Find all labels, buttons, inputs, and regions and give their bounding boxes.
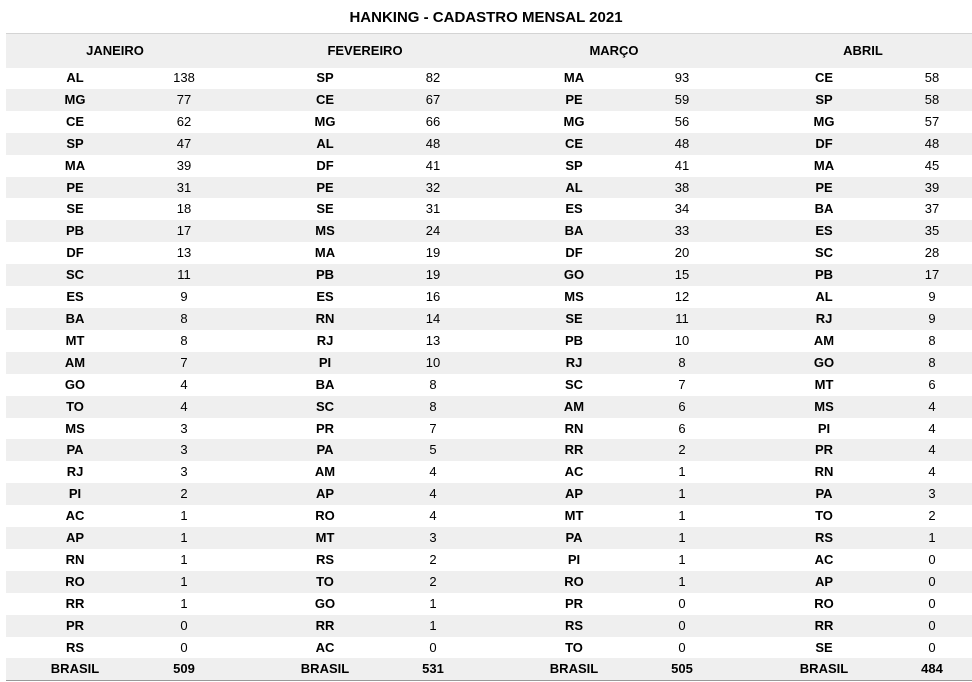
registration-count: 14: [425, 310, 441, 326]
registration-count: 31: [176, 179, 192, 195]
state-code: MA: [314, 245, 336, 261]
state-code: PE: [316, 179, 334, 195]
state-code: MS: [65, 420, 85, 436]
registration-count: 2: [180, 486, 188, 502]
state-code: RR: [315, 617, 335, 633]
table-row: [6, 198, 972, 220]
registration-count: 7: [429, 420, 437, 436]
state-code: RN: [315, 310, 335, 326]
state-code: TO: [316, 573, 334, 589]
registration-count: 15: [674, 267, 690, 283]
registration-count: 20: [674, 245, 690, 261]
registration-count: 0: [928, 617, 936, 633]
state-code: PR: [65, 617, 85, 633]
state-code: PA: [316, 442, 334, 458]
registration-count: 6: [678, 398, 686, 414]
table-row: [6, 374, 972, 396]
state-code: AC: [65, 508, 85, 524]
state-code: RO: [65, 573, 85, 589]
state-code: PR: [814, 442, 834, 458]
total-value: 531: [422, 661, 444, 677]
state-code: RO: [814, 595, 834, 611]
registration-count: 56: [674, 113, 690, 129]
registration-count: 138: [173, 70, 195, 85]
registration-count: 62: [176, 113, 192, 129]
state-code: PB: [814, 267, 834, 283]
registration-count: 18: [176, 201, 192, 217]
state-code: RJ: [316, 332, 334, 348]
state-code: SC: [65, 267, 85, 283]
registration-count: 1: [678, 464, 686, 480]
state-code: BA: [65, 310, 85, 326]
state-code: AM: [314, 464, 336, 480]
table-row: [6, 133, 972, 155]
table-row: [6, 89, 972, 111]
registration-count: 1: [180, 508, 188, 524]
state-code: SP: [815, 91, 833, 107]
table-row: [6, 418, 972, 440]
registration-count: 1: [678, 508, 686, 524]
registration-count: 32: [425, 179, 441, 195]
state-code: GO: [64, 376, 86, 392]
state-code: PE: [66, 179, 84, 195]
table-row: [6, 155, 972, 177]
table-row: [6, 549, 972, 571]
state-code: AP: [564, 486, 584, 502]
registration-count: 0: [678, 617, 686, 633]
state-code: MT: [315, 530, 335, 546]
state-code: PA: [565, 530, 583, 546]
state-code: PI: [567, 551, 581, 567]
registration-count: 11: [675, 310, 689, 326]
state-code: PA: [815, 486, 833, 502]
state-code: SP: [316, 70, 334, 85]
state-code: MA: [813, 157, 835, 173]
registration-count: 0: [678, 639, 686, 655]
registration-count: 93: [674, 70, 690, 85]
registration-count: 3: [180, 420, 188, 436]
state-code: AL: [565, 179, 583, 195]
month-header-row: [6, 33, 972, 68]
state-code: RS: [814, 530, 834, 546]
total-label: BRASIL: [300, 661, 350, 677]
state-code: PI: [817, 420, 831, 436]
state-code: MT: [814, 376, 834, 392]
registration-count: 35: [924, 223, 940, 239]
state-code: PB: [315, 267, 335, 283]
registration-count: 48: [924, 135, 940, 151]
registration-count: 33: [674, 223, 690, 239]
registration-count: 8: [928, 332, 936, 348]
registration-count: 0: [678, 595, 686, 611]
registration-count: 4: [429, 486, 437, 502]
state-code: AC: [315, 639, 335, 655]
registration-count: 48: [674, 135, 690, 151]
table-row: [6, 396, 972, 418]
registration-count: 1: [678, 573, 686, 589]
registration-count: 10: [425, 354, 441, 370]
total-value: 484: [921, 661, 943, 677]
registration-count: 0: [928, 595, 936, 611]
registration-count: 8: [180, 332, 188, 348]
registration-count: 47: [176, 135, 192, 151]
state-code: ES: [316, 289, 334, 305]
state-code: AL: [66, 70, 84, 85]
state-code: DF: [565, 245, 583, 261]
state-code: SP: [66, 135, 84, 151]
table-row: [6, 615, 972, 637]
state-code: BA: [315, 376, 335, 392]
month-header-fevereiro: FEVEREIRO: [327, 43, 403, 58]
registration-count: 41: [674, 157, 690, 173]
state-code: MG: [563, 113, 585, 129]
registration-count: 0: [180, 639, 188, 655]
state-code: RR: [65, 595, 85, 611]
registration-count: 4: [928, 442, 936, 458]
registration-count: 5: [429, 442, 437, 458]
state-code: PA: [66, 442, 84, 458]
state-code: PI: [68, 486, 82, 502]
state-code: RR: [814, 617, 834, 633]
state-code: CE: [814, 70, 834, 85]
table-row: [6, 505, 972, 527]
registration-count: 38: [674, 179, 690, 195]
registration-count: 3: [429, 530, 437, 546]
state-code: RO: [315, 508, 335, 524]
month-header-marco: MARÇO: [589, 43, 639, 58]
registration-count: 41: [425, 157, 441, 173]
registration-count: 8: [678, 354, 686, 370]
registration-count: 4: [928, 420, 936, 436]
ranking-table-body: [6, 67, 972, 681]
registration-count: 1: [180, 530, 188, 546]
state-code: RS: [65, 639, 85, 655]
state-code: BA: [814, 201, 834, 217]
state-code: AM: [64, 354, 86, 370]
registration-count: 17: [924, 267, 940, 283]
registration-count: 4: [928, 398, 936, 414]
state-code: AC: [564, 464, 584, 480]
state-code: SE: [565, 310, 583, 326]
state-code: MA: [563, 70, 585, 85]
state-code: PE: [565, 91, 583, 107]
state-code: MG: [314, 113, 336, 129]
state-code: PB: [65, 223, 85, 239]
registration-count: 17: [176, 223, 192, 239]
registration-count: 4: [429, 508, 437, 524]
registration-count: 9: [928, 289, 936, 305]
table-row: [6, 286, 972, 308]
state-code: CE: [65, 113, 85, 129]
table-row: [6, 330, 972, 352]
registration-count: 4: [928, 464, 936, 480]
state-code: AL: [316, 135, 334, 151]
table-row: [6, 177, 972, 199]
table-row: [6, 571, 972, 593]
state-code: SE: [815, 639, 833, 655]
registration-count: 12: [674, 289, 690, 305]
total-label: BRASIL: [50, 661, 100, 677]
registration-count: 1: [928, 530, 936, 546]
total-row: [6, 658, 972, 681]
registration-count: 9: [928, 310, 936, 326]
registration-count: 0: [928, 573, 936, 589]
registration-count: 8: [928, 354, 936, 370]
registration-count: 24: [425, 223, 441, 239]
state-code: MS: [564, 289, 584, 305]
state-code: GO: [813, 354, 835, 370]
registration-count: 28: [924, 245, 940, 261]
state-code: AP: [65, 530, 85, 546]
state-code: ES: [815, 223, 833, 239]
registration-count: 48: [425, 135, 441, 151]
table-row: [6, 527, 972, 549]
state-code: MG: [64, 91, 86, 107]
state-code: TO: [815, 508, 833, 524]
state-code: SP: [565, 157, 583, 173]
state-code: AP: [315, 486, 335, 502]
state-code: RS: [315, 551, 335, 567]
registration-count: 13: [425, 332, 441, 348]
table-row: [6, 242, 972, 264]
state-code: MT: [65, 332, 85, 348]
state-code: RN: [65, 551, 85, 567]
month-header-janeiro: JANEIRO: [86, 43, 144, 58]
registration-count: 34: [674, 201, 690, 217]
state-code: MS: [814, 398, 834, 414]
registration-count: 6: [928, 376, 936, 392]
table-row: [6, 264, 972, 286]
registration-count: 3: [180, 442, 188, 458]
registration-count: 10: [674, 332, 690, 348]
registration-count: 58: [924, 91, 940, 107]
registration-count: 19: [425, 267, 441, 283]
registration-count: 67: [425, 91, 441, 107]
registration-count: 3: [928, 486, 936, 502]
state-code: RJ: [815, 310, 833, 326]
table-row: [6, 111, 972, 133]
registration-count: 58: [924, 70, 940, 85]
state-code: MG: [813, 113, 835, 129]
registration-count: 3: [180, 464, 188, 480]
total-value: 505: [671, 661, 693, 677]
registration-count: 4: [180, 398, 188, 414]
registration-count: 37: [924, 201, 940, 217]
state-code: AM: [813, 332, 835, 348]
state-code: PB: [564, 332, 584, 348]
registration-count: 0: [928, 639, 936, 655]
registration-count: 2: [928, 508, 936, 524]
state-code: SE: [66, 201, 84, 217]
total-label: BRASIL: [799, 661, 849, 677]
state-code: TO: [66, 398, 84, 414]
state-code: SC: [315, 398, 335, 414]
state-code: DF: [316, 157, 334, 173]
registration-count: 2: [429, 551, 437, 567]
state-code: PE: [815, 179, 833, 195]
state-code: SE: [316, 201, 334, 217]
registration-count: 66: [425, 113, 441, 129]
registration-count: 9: [180, 289, 188, 305]
state-code: DF: [66, 245, 84, 261]
month-header-abril: ABRIL: [843, 43, 883, 58]
state-code: MS: [315, 223, 335, 239]
table-row: [6, 637, 972, 659]
registration-count: 77: [176, 91, 192, 107]
state-code: GO: [563, 267, 585, 283]
table-row: [6, 67, 972, 89]
state-code: MA: [64, 157, 86, 173]
registration-count: 1: [429, 617, 437, 633]
page-title: HANKING - CADASTRO MENSAL 2021: [349, 9, 623, 26]
state-code: DF: [815, 135, 833, 151]
registration-count: 39: [176, 157, 192, 173]
registration-count: 1: [678, 486, 686, 502]
registration-count: 16: [425, 289, 441, 305]
state-code: CE: [564, 135, 584, 151]
registration-count: 8: [429, 398, 437, 414]
state-code: BA: [564, 223, 584, 239]
registration-count: 7: [180, 354, 188, 370]
registration-count: 1: [678, 530, 686, 546]
registration-count: 1: [180, 551, 188, 567]
state-code: PR: [315, 420, 335, 436]
registration-count: 39: [924, 179, 940, 195]
table-row: [6, 439, 972, 461]
registration-count: 45: [924, 157, 940, 173]
state-code: RJ: [66, 464, 84, 480]
registration-count: 7: [678, 376, 686, 392]
registration-count: 1: [180, 595, 188, 611]
state-code: AL: [815, 289, 833, 305]
table-row: [6, 220, 972, 242]
registration-count: 4: [429, 464, 437, 480]
table-row: [6, 352, 972, 374]
registration-count: 4: [180, 376, 188, 392]
state-code: SC: [814, 245, 834, 261]
state-code: RS: [564, 617, 584, 633]
registration-count: 0: [180, 617, 188, 633]
registration-count: 11: [177, 267, 191, 283]
state-code: PI: [318, 354, 332, 370]
state-code: RJ: [565, 354, 583, 370]
registration-count: 1: [180, 573, 188, 589]
registration-count: 1: [678, 551, 686, 567]
registration-count: 2: [678, 442, 686, 458]
state-code: ES: [565, 201, 583, 217]
total-value: 509: [173, 661, 195, 677]
total-label: BRASIL: [549, 661, 599, 677]
state-code: RN: [814, 464, 834, 480]
table-row: [6, 483, 972, 505]
state-code: MT: [564, 508, 584, 524]
state-code: PR: [564, 595, 584, 611]
registration-count: 19: [425, 245, 441, 261]
registration-count: 0: [429, 639, 437, 655]
registration-count: 2: [429, 573, 437, 589]
registration-count: 13: [176, 245, 192, 261]
registration-count: 82: [425, 70, 441, 85]
registration-count: 8: [180, 310, 188, 326]
state-code: TO: [565, 639, 583, 655]
state-code: CE: [315, 91, 335, 107]
registration-count: 31: [425, 201, 441, 217]
state-code: RR: [564, 442, 584, 458]
state-code: ES: [66, 289, 84, 305]
state-code: SC: [564, 376, 584, 392]
state-code: AM: [563, 398, 585, 414]
registration-count: 59: [674, 91, 690, 107]
table-row: [6, 593, 972, 615]
state-code: RN: [564, 420, 584, 436]
state-code: AC: [814, 551, 834, 567]
registration-count: 57: [924, 113, 940, 129]
registration-count: 0: [928, 551, 936, 567]
registration-count: 8: [429, 376, 437, 392]
state-code: AP: [814, 573, 834, 589]
registration-count: 1: [429, 595, 437, 611]
registration-count: 6: [678, 420, 686, 436]
table-row: [6, 308, 972, 330]
table-row: [6, 461, 972, 483]
state-code: RO: [564, 573, 584, 589]
state-code: GO: [314, 595, 336, 611]
